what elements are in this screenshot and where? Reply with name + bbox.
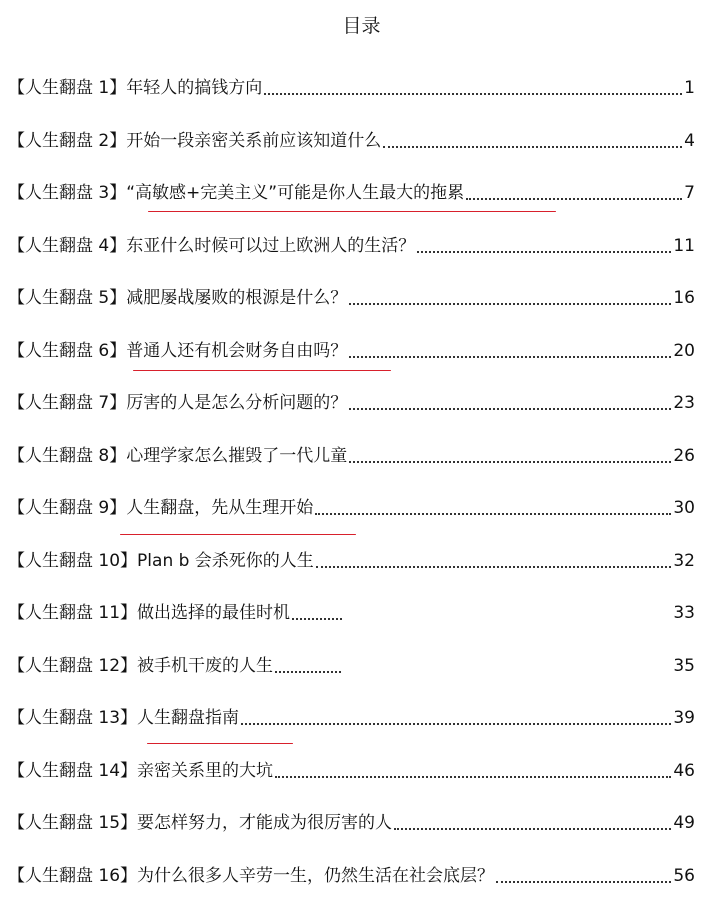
toc-entry-title: 人生翻盘，先从生理开始 bbox=[126, 495, 313, 521]
toc-entry-title: 普通人还有机会财务自由吗？ bbox=[126, 338, 347, 364]
dot-leader bbox=[496, 881, 671, 883]
toc-entry-prefix: 【人生翻盘 4】 bbox=[8, 233, 126, 259]
red-underline-annotation bbox=[133, 370, 391, 371]
toc-entry-title: 开始一段亲密关系前应该知道什么 bbox=[126, 128, 381, 154]
toc-page-number: 20 bbox=[673, 338, 695, 364]
dot-leader bbox=[241, 723, 671, 725]
toc-entry-title: 减肥屡战屡败的根源是什么？ bbox=[126, 285, 347, 311]
toc-page-number: 26 bbox=[673, 443, 695, 469]
toc-entry-prefix: 【人生翻盘 14】 bbox=[8, 758, 137, 784]
dot-leader bbox=[315, 513, 671, 515]
toc-entry-prefix: 【人生翻盘 9】 bbox=[8, 495, 126, 521]
toc-entry-4[interactable] bbox=[0, 220, 723, 273]
dot-leader bbox=[466, 198, 682, 200]
toc-entry-prefix: 【人生翻盘 12】 bbox=[8, 653, 137, 679]
dot-leader bbox=[417, 251, 671, 253]
toc-entry-prefix: 【人生翻盘 5】 bbox=[8, 285, 126, 311]
toc-entry-title: 做出选择的最佳时机 bbox=[137, 600, 290, 626]
toc-entry-prefix: 【人生翻盘 10】 bbox=[8, 548, 137, 574]
toc-entry-title: 要怎样努力，才能成为很厉害的人 bbox=[137, 810, 392, 836]
toc-entry-prefix: 【人生翻盘 3】 bbox=[8, 180, 126, 206]
toc-entry-6[interactable] bbox=[0, 325, 723, 378]
toc-page-number: 1 bbox=[684, 75, 695, 101]
toc-page-number: 32 bbox=[673, 548, 695, 574]
toc-entry-prefix: 【人生翻盘 1】 bbox=[8, 75, 126, 101]
dot-leader bbox=[349, 408, 671, 410]
toc-entry-15[interactable] bbox=[0, 797, 723, 850]
toc-entry-title: 被手机干废的人生 bbox=[137, 653, 273, 679]
toc-entry-9[interactable] bbox=[0, 482, 723, 535]
toc-entry-3[interactable] bbox=[0, 167, 723, 220]
toc-entry-2[interactable] bbox=[0, 115, 723, 168]
dot-leader bbox=[316, 566, 672, 568]
toc-entry-12[interactable] bbox=[0, 640, 723, 693]
toc-page-number: 49 bbox=[673, 810, 695, 836]
toc-entry-title: 人生翻盘指南 bbox=[137, 705, 239, 731]
toc-entry-prefix: 【人生翻盘 7】 bbox=[8, 390, 126, 416]
toc-page-number: 39 bbox=[673, 705, 695, 731]
toc-entry-1[interactable] bbox=[0, 62, 723, 115]
dot-leader bbox=[349, 303, 671, 305]
red-underline-annotation bbox=[147, 743, 293, 744]
toc-page-number: 7 bbox=[684, 180, 695, 206]
table-of-contents bbox=[0, 62, 723, 902]
dot-leader bbox=[275, 671, 341, 673]
toc-entry-title: 心理学家怎么摧毁了一代儿童 bbox=[126, 443, 347, 469]
toc-entry-title: 亲密关系里的大坑 bbox=[137, 758, 273, 784]
toc-entry-prefix: 【人生翻盘 11】 bbox=[8, 600, 137, 626]
dot-leader bbox=[349, 461, 671, 463]
toc-entry-prefix: 【人生翻盘 2】 bbox=[8, 128, 126, 154]
toc-page-number: 46 bbox=[673, 758, 695, 784]
toc-entry-13[interactable] bbox=[0, 692, 723, 745]
toc-page-number: 23 bbox=[673, 390, 695, 416]
toc-page-number: 30 bbox=[673, 495, 695, 521]
toc-entry-title: 为什么很多人辛劳一生，仍然生活在社会底层？ bbox=[137, 863, 494, 889]
dot-leader bbox=[383, 146, 682, 148]
toc-entry-title: 年轻人的搞钱方向 bbox=[126, 75, 262, 101]
toc-entry-title: 厉害的人是怎么分析问题的？ bbox=[126, 390, 347, 416]
dot-leader bbox=[275, 776, 671, 778]
dot-leader bbox=[394, 828, 671, 830]
toc-page-number: 4 bbox=[684, 128, 695, 154]
toc-entry-8[interactable] bbox=[0, 430, 723, 483]
toc-page-number: 11 bbox=[673, 233, 695, 259]
toc-page-number: 35 bbox=[673, 653, 695, 679]
toc-entry-prefix: 【人生翻盘 15】 bbox=[8, 810, 137, 836]
toc-page-number: 16 bbox=[673, 285, 695, 311]
toc-page-number: 33 bbox=[673, 600, 695, 626]
page-title: 目录 bbox=[0, 12, 723, 40]
toc-entry-prefix: 【人生翻盘 13】 bbox=[8, 705, 137, 731]
toc-entry-title: “高敏感+完美主义”可能是你人生最大的拖累 bbox=[126, 180, 464, 206]
toc-entry-prefix: 【人生翻盘 6】 bbox=[8, 338, 126, 364]
toc-entry-5[interactable] bbox=[0, 272, 723, 325]
red-underline-annotation bbox=[148, 211, 556, 212]
dot-leader bbox=[349, 356, 671, 358]
dot-leader bbox=[264, 93, 682, 95]
toc-entry-title: 东亚什么时候可以过上欧洲人的生活？ bbox=[126, 233, 415, 259]
toc-entry-10[interactable] bbox=[0, 535, 723, 588]
toc-entry-prefix: 【人生翻盘 8】 bbox=[8, 443, 126, 469]
toc-entry-7[interactable] bbox=[0, 377, 723, 430]
toc-entry-14[interactable] bbox=[0, 745, 723, 798]
toc-entry-11[interactable] bbox=[0, 587, 723, 640]
toc-entry-prefix: 【人生翻盘 16】 bbox=[8, 863, 137, 889]
toc-entry-title: Plan b 会杀死你的人生 bbox=[137, 548, 314, 574]
toc-page-number: 56 bbox=[673, 863, 695, 889]
dot-leader bbox=[292, 618, 342, 620]
